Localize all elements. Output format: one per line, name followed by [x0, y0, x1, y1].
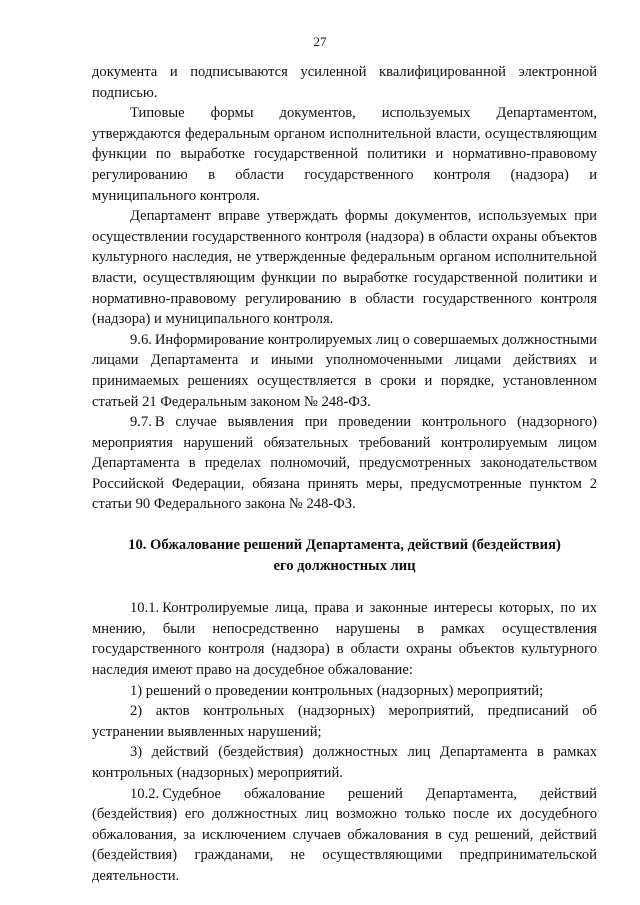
section-10-heading-line-1: 10. Обжалование решений Департамента, действий (бездействия) [128, 537, 561, 554]
list-item-2: 2) актов контрольных (надзорных) мероприятий, предписаний об устранении выявленных нарушений; [92, 703, 597, 740]
clause-text-9-7: В случае выявления при проведении контрольного (надзорного) мероприятия нарушений обязательных требований контролируемым лицом Департамента в пределах полномочий, предусмотренных законодательством Российской Федерации, обязана принять меры, предусмотренные пунктом 2 статьи 90 Федерального закона № 248-ФЗ. [92, 414, 597, 513]
clause-number-10-1: 10.1. [130, 600, 160, 617]
paragraph-typical-forms: Типовые формы документов, используемых Департаментом, утверждаются федеральным органом исполнительной власти, осуществляющим функции по выработке государственной политики и нормативно-правовому регулированию в области государственного контроля (надзора) и муниципального контроля. [92, 105, 597, 204]
paragraph-9-7 [92, 412, 597, 515]
paragraph-9-6 [92, 330, 597, 412]
list-item-3: 3) действий (бездействия) должностных лиц Департамента в рамках контрольных (надзорных) мероприятий. [92, 744, 597, 781]
clause-number-9-7: 9.7. [130, 414, 152, 431]
paragraph-continuation: документа и подписываются усиленной квалифицированной электронной подписью. [92, 64, 597, 101]
clause-text-9-6: Информирование контролируемых лиц о совершаемых должностными лицами Департамента и иными уполномоченными лицами действиях и принимаемых решениях осуществляется в сроки и порядке, установленном статьей 21 Федеральным законом № 248-ФЗ. [92, 331, 597, 410]
clause-text-10-2: Судебное обжалование решений Департамента, действий (бездействия) его должностных лиц возможно только после их досудебного обжалования, за исключением случаев обжалования в суд решений, действий (бездействия) гражданами, не осуществляющими предпринимательской деятельности. [92, 785, 597, 884]
clause-number-9-6: 9.6. [130, 331, 152, 348]
list-item-1: 1) решений о проведении контрольных (надзорных) мероприятий; [130, 682, 544, 699]
document-body [92, 62, 597, 887]
paragraph-department-right: Департамент вправе утверждать формы документов, используемых при осуществлении государственного контроля (надзора) в области охраны объектов культурного наследия, не утвержденные федеральным органом исполнительной власти, осуществляющим функции по выработке государственной политики и нормативно-правовому регулированию в области государственного контроля (надзора) и муниципального контроля. [92, 208, 597, 328]
section-10-heading [92, 535, 597, 576]
page-number: 27 [313, 34, 327, 49]
paragraph-10-2 [92, 784, 597, 887]
clause-text-10-1: Контролируемые лица, права и законные интересы которых, по их мнению, были непосредственно нарушены в рамках осуществления государственного контроля (надзора) в области охраны объектов культурного наследия имеют право на досудебное обжалование: [92, 600, 597, 679]
paragraph-10-1 [92, 598, 597, 680]
section-10-heading-line-2: его должностных лиц [273, 557, 416, 574]
clause-number-10-2: 10.2. [130, 785, 160, 802]
